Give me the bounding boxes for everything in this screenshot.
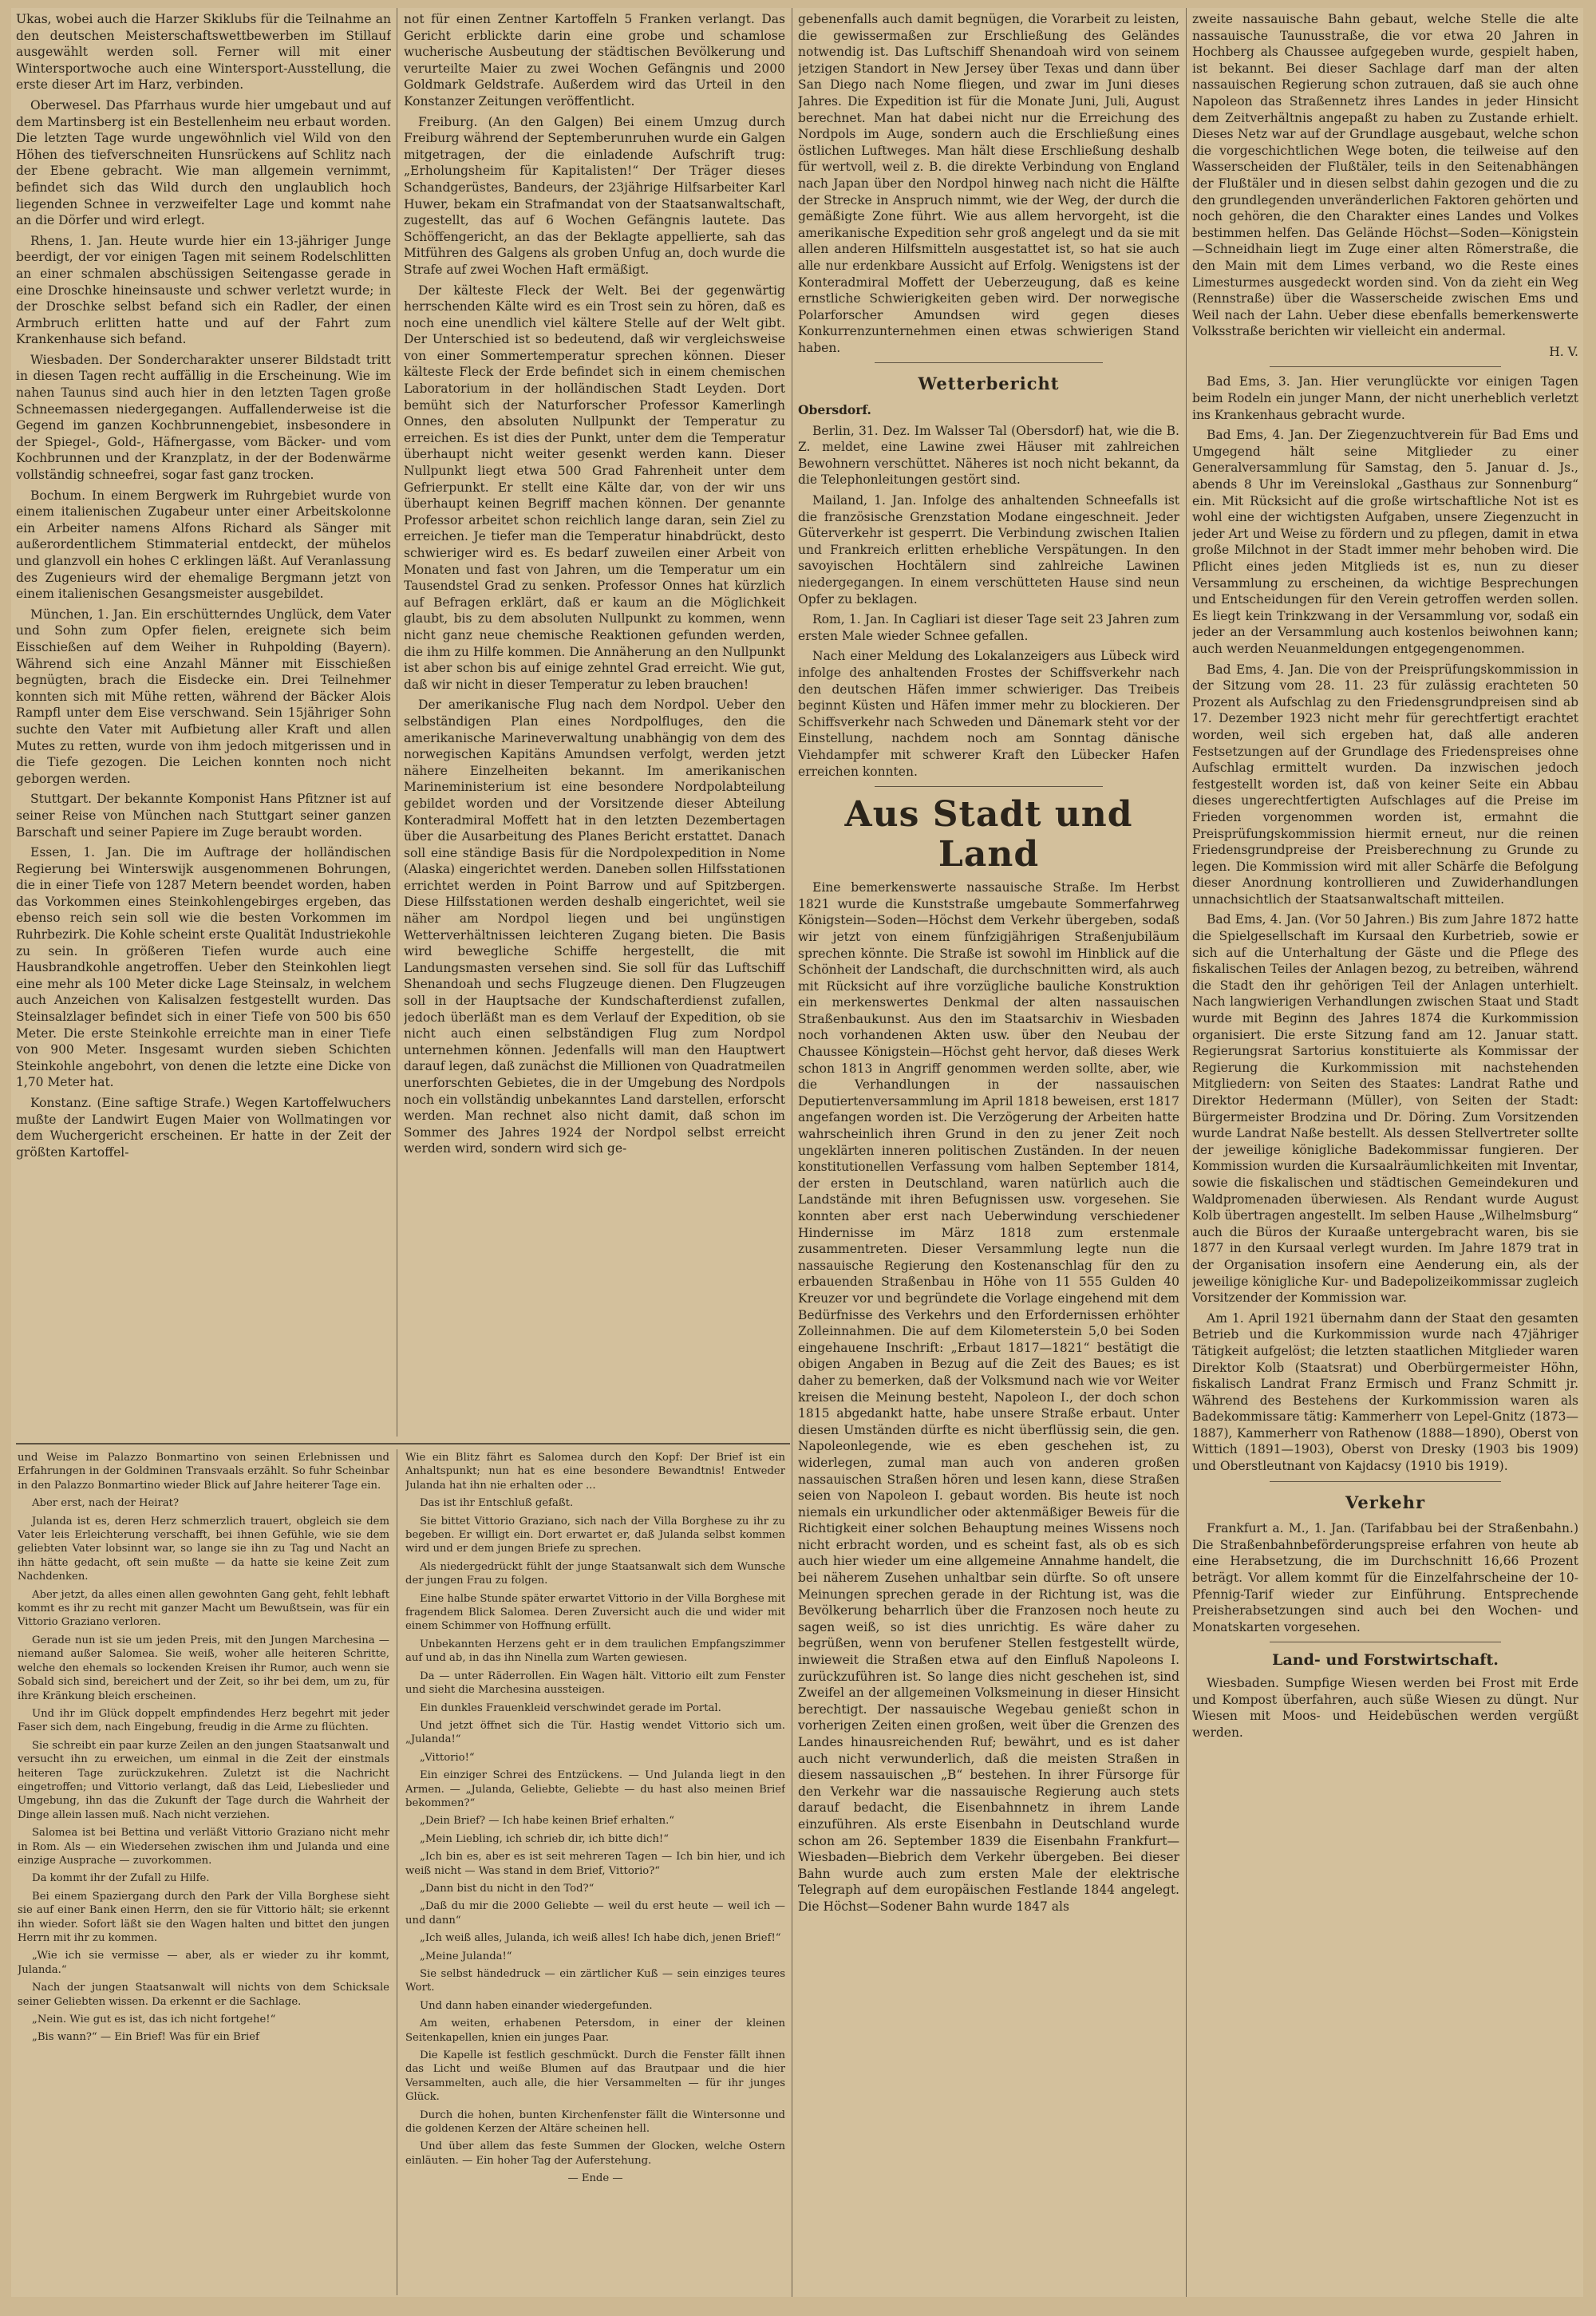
divider bbox=[1270, 1481, 1501, 1482]
feuilleton-para: Nach der jungen Staatsanwalt will nichts von dem Schicksale seiner Geliebten wissen. Da erkennt er die Sachlage. bbox=[18, 1982, 389, 2008]
weather-rom: Rom, 1. Jan. In Cagliari ist dieser Tage seit 23 Jahren zum ersten Male wieder Schnee gefallen. bbox=[798, 612, 1179, 643]
feuilleton-para: Ein einziger Schrei des Entzückens. — Und Julanda liegt in den Armen. — „Julanda, Geliebte, Geliebte — du hast also meinen Brief bekommen?“ bbox=[405, 1769, 785, 1809]
weather-berlin: Berlin, 31. Dez. Im Walsser Tal (Obersdorf) hat, wie die B. Z. meldet, eine Lawine zwei Häuser mit zahlreichen Bewohnern verschüttet. Näheres ist noch nicht bekannt, da die Telephonleitungen gestört sind. bbox=[798, 423, 1179, 488]
feuilleton-para: Sie schreibt ein paar kurze Zeilen an den jungen Staatsanwalt und versucht ihn zu erweichen, um einmal in die Zeit der einstmals heiteren Tage zurückzukehren. Zuletzt ist die Nachricht eingetroffen; und Vittorio verlangt, daß das Leid, Liebeslieder und Umgebung, ihn das die Zukunft der Tage durch die Wahrheit der Dinge allein lassen muß. Nach nicht verziehen. bbox=[18, 1739, 389, 1821]
feuilleton-para: Sie bittet Vittorio Graziano, sich nach der Villa Borghese zu ihr zu begeben. Er willigt ein. Dort erwartet er, daß Julanda selbst kommen wird und er dem jungen Briefe zu sprechen. bbox=[405, 1515, 785, 1555]
article-essen: Essen, 1. Jan. Die im Auftrage der holländischen Regierung bei Winterswijk ausgenommenen Bohrungen, die in einer Tiefe von 1287 Metern beendet worden, haben das Vorkommen eines Steinkohlengebirges ergeben, das ebenso reich sein soll wie die besten Vorkommen im Ruhrbezirk. Die Kohle scheint erste Qualität Industriekohle zu sein. In größeren Tiefen wurde auch eine Hausbrandkohle angetroffen. Ueber den Steinkohlen liegt eine mehr als 100 Meter dicke Lage Steinsalz, in welchem auch Anzeichen von Kalisalzen festgestellt wurden. Das Steinsalzlager befindet sich in einer Tiefe von 500 bis 650 Meter. Die erste Steinkohle erreichte man in einer Tiefe von 900 Meter. Insgesamt wurden sieben Schichten Steinkohle angebohrt, von denen die letzte eine Dicke von 1,70 Meter hat. bbox=[16, 845, 391, 1090]
feuilleton-para: „Wie ich sie vermisse — aber, als er wieder zu ihr kommt, Julanda.“ bbox=[18, 1950, 389, 1976]
column-2 bbox=[404, 11, 785, 1432]
feuilleton-para: Als niedergedrückt fühlt der junge Staatsanwalt sich dem Wunsche der jungen Frau zu folgen. bbox=[405, 1560, 785, 1587]
column-separator bbox=[1186, 8, 1187, 2297]
feuilleton-para: Und über allem das feste Summen der Glocken, welche Ostern einläuten. — Ein hoher Tag der Auferstehung. bbox=[405, 2140, 785, 2167]
newspaper-page bbox=[11, 8, 1583, 2297]
feuilleton-para: Eine halbe Stunde später erwartet Vittorio in der Villa Borghese mit fragendem Blick Salomea. Deren Zuversicht auch die und wider mit einem Schimmer von Hoffnung erfüllt. bbox=[405, 1592, 785, 1633]
article-konstanz: Konstanz. (Eine saftige Strafe.) Wegen Kartoffelwuchers mußte der Landwirt Eugen Maier von Wollmatingen vor dem Wuchergericht erscheinen. Er hatte in der Zeit der größten Kartoffel- bbox=[16, 1096, 391, 1160]
article-frankfurt: Frankfurt a. M., 1. Jan. (Tarifabbau bei der Straßenbahn.) Die Straßenbahnbeförderungspreise erfahren von heute ab eine Herabsetzung, die im Durchschnitt 16,66 Prozent beträgt. Vor allem kommt für die Einzelfahrscheine der 10-Pfennig-Tarif wieder zur Einführung. Entsprechende Preisherabsetzungen sind auch bei den Wochen- und Monatskarten vorgesehen. bbox=[1192, 1521, 1578, 1634]
article-freiburg: Freiburg. (An den Galgen) Bei einem Umzug durch Freiburg während der Septemberunruhen wurde ein Galgen mitgetragen, der die einladende Aufschrift trug: „Erholungsheim für Kapitalisten!“ Der Träger dieses Schandgerüstes, Bandeurs, der 23jährige Hilfsarbeiter Karl Huwer, bekam ein Strafmandat von der Staatsanwaltschaft, zugestellt, das auf 6 Wochen Gefängnis lautete. Das Schöffengericht, an das der Beklagte appellierte, sah das Mitführen des Galgens als groben Unfug an, doch wurde die Strafe auf zwei Wochen Haft ermäßigt. bbox=[404, 114, 785, 277]
feuilleton-para: „Nein. Wie gut es ist, das ich nicht fortgehe!“ bbox=[32, 2014, 276, 2026]
feuilleton-para: Am weiten, erhabenen Petersdom, in einer der kleinen Seitenkapellen, knien ein junges Paar. bbox=[405, 2018, 785, 2044]
feuilleton-para: „Mein Liebling, ich schrieb dir, ich bitte dich!“ bbox=[420, 1832, 669, 1845]
article-bad-ems-5: Am 1. April 1921 übernahm dann der Staat den gesamten Betrieb und die Kurkommission wurde nach 47jähriger Tätigkeit aufgelöst; die letzten staatlichen Mitglieder waren Direktor Kolb (Staatsrat) und Oberbürgermeister Höhn, fiskalisch Landrat Franz Ermisch und Franz Schmitt jr. Während des Bestehens der Kurkommission waren als Badekommissare tätig: Kammerherr von Lepel-Gnitz (1873—1887), Kammerherr von Rathenow (1888—1890), Oberst von Wittich (1891—1903), Oberst von Dresky (1903 bis 1909) und Oberstleutnant von Kajdacsy (1910 bis 1919). bbox=[1192, 1310, 1578, 1474]
feuilleton-para: Da kommt ihr der Zufall zu Hilfe. bbox=[32, 1872, 210, 1885]
divider bbox=[1270, 366, 1501, 367]
feuilleton-para: Und ihr im Glück doppelt empfindendes Herz begehrt mit jeder Faser sich dem, nach Eingebung, freudig in die Arme zu flüchten. bbox=[18, 1707, 389, 1734]
article-nassau-road: Eine bemerkenswerte nassauische Straße. Im Herbst 1821 wurde die Kunststraße umgebaute Sommerfahrweg Königstein—Soden—Höchst dem Verkehr übergeben, sodaß wir jetzt von einem fünfzigjährigen Straßenjubiläum sprechen könnte. Die Straße ist sowohl im Hinblick auf die Schönheit der Landschaft, die durchschnitten wird, als auch mit Rücksicht auf ihre vorzügliche bauliche Konstruktion ein merkenswertes Denkmal der alten nassauischen Straßenbaukunst. Aus den im Staatsarchiv in Wiesbaden noch vorhandenen Akten usw. über den Neubau der Chaussee Königstein—Höchst geht hervor, daß dieses Werk schon 1813 in Angriff genommen werden sollte, aber, wie die Verhandlungen in der nassauischen Deputiertenversammlung im April 1818 beweisen, erst 1817 angefangen worden ist. Die Verzögerung der Arbeiten hatte wahrscheinlich ihren Grund in den zu jener Zeit noch ungeklärten inneren politischen Zuständen. In der neuen konstitutionellen Verfassung vom halben September 1814, der ersten in Deutschland, waren natürlich auch die Landstände mit ihren Befugnissen usw. vorgesehen. Sie konnten aber erst nach Ueberwindung verschiedener Hindernisse im März 1818 zum erstenmale zusammentreten. Dieser Versammlung legte nun die nassauische Regierung den Kostenanschlag für den zu erbauenden Straßenbau in Höhe von 11 555 Gulden 40 Kreuzer vor und begründete die Vorlage eingehend mit dem Bedürfnisse des Verkehrs und den Erfordernissen erhöhter Zolleinnahmen. Die auf dem Kilometerstein 5,0 bei Soden eingehauene Inschrift: „Erbaut 1817—1821“ bestätigt die obigen Angaben in Bezug auf die Zeit des Baues; es ist daher zu bemerken, daß der Volksmund nach wie vor Weiter kreisen die Meinung besteht, Napoleon I., der doch schon 1815 abgedankt hatte, habe unsere Straße erbaut. Unter diesen Umständen dürfte es nicht überflüssig sein, die gen. Napoleonlegende, wie es eben geschehen ist, zu widerlegen, zumal man auch von anderen großen nassauischen Straßen hören und lesen kann, diese Straßen seien von Napoleon I. gebaut worden. Bis heute ist noch niemals ein urkundlicher oder aktenmäßiger Beweis für die Richtigkeit einer solchen Behauptung meines Wissens noch nicht erbracht worden, und es scheint fast, als ob es sich auch hier wieder um eine allgemeine Annahme handelt, die bei näherem Zusehen unhaltbar sein dürfte. So oft unsere Meinungen sprechen gerade in der Richtung ist, was die Bevölkerung beharrlich über die Franzosen noch heute zu sagen weiß, so ist dies unrichtig. Es wäre daher zu begrüßen, wenn von berufener Stellen festgestellt würde, inwieweit die Straßen etwa auf den Einfluß Napoleons I. zurückzuführen ist. So lange dies nicht geschehen ist, sind Zweifel an der allgemeinen Volksmeinung in dieser Hinsicht berechtigt. Der nassauische Wegebau genießt schon in vorherigen Zeiten einen großen, weit über die Grenzen des Landes hinausreichenden Ruf; bewährt, und es ist daher auch nicht verwunderlich, daß die meisten Straßen in diesem nassauischen „B“ bestehen. In ihrer Fürsorge für den Verkehr war die nassauische Regierung auch stets darauf bedacht, die Eisenbahnnetz in ihrem Lande einzuführen. Als erste Eisenbahn in Deutschland wurde schon am 26. September 1839 die Eisenbahn Frankfurt—Wiesbaden—Biebrich dem Verkehr übergeben. Bei dieser Bahn wurde auch zum ersten Male der elektrische Telegraph auf dem europäischen Festlande 1844 angelegt. Die Höchst—Sodener Bahn wurde 1847 als bbox=[798, 880, 1179, 1914]
weather-mailand: Mailand, 1. Jan. Infolge des anhaltenden Schneefalls ist die französische Grenzstation Modane eingeschneit. Jeder Güterverkehr ist gesperrt. Die Verbindung zwischen Italien und Frankreich erlitten erhebliche Verspätungen. In den savoyischen Hochtälern sind zahlreiche Lawinen niedergegangen. In einem verschütteten Hause sind neun Opfer zu beklagen. bbox=[798, 493, 1179, 607]
feuilleton-para: „Dein Brief? — Ich habe keinen Brief erhalten.“ bbox=[420, 1815, 675, 1828]
feuilleton-para: „Bis wann?“ — Ein Brief! Was für ein Brief bbox=[32, 2031, 259, 2044]
feuilleton-para: „Ich weiß alles, Julanda, ich weiß alles! Ich habe dich, jenen Brief!“ bbox=[420, 1932, 781, 1945]
column-4 bbox=[1192, 11, 1578, 2294]
feuilleton-para: „Daß du mir die 2000 Geliebte — weil du erst heute — weil ich — und dann“ bbox=[405, 1900, 785, 1927]
feuilleton-para: Sie selbst händedruck — ein zärtlicher Kuß — sein einziges teures Wort. bbox=[405, 1968, 785, 1994]
article-bochum: Bochum. In einem Bergwerk im Ruhrgebiet wurde von einem italienischen Zugabeur unter einer Arbeitskolonne ein Arbeiter namens Alfons Richard als Sänger mit außerordentlichem Stimmaterial entdeckt, der mühelos und glanzvoll ein hohes C erklingen läßt. Auf Veranlassung des Zugenieurs wird der ehemalige Bergmann jetzt von einem italienischen Gesangsmeister ausgebildet. bbox=[16, 488, 391, 602]
feuilleton-para: Julanda ist es, deren Herz schmerzlich trauert, obgleich sie dem Vater leis Erleichterung verschafft, bei ihnen Gefühle, wie sie dem geliebten Vater lobsinnt war, so lange sie ihn zu Tag und Nacht an ihn hätte gedacht, oft sein mußte — da hatte sie keine Zeit zum Nachdenken. bbox=[18, 1515, 389, 1583]
local-news-heading: Aus Stadt und Land bbox=[844, 794, 1133, 875]
column-3 bbox=[798, 11, 1179, 2294]
weather-luebeck: Nach einer Meldung des Lokalanzeigers aus Lübeck wird infolge des anhaltenden Frostes der Schiffsverkehr nach den deutschen Häfen immer schwieriger. Das Treibeis beginnt Küsten und Häfen immer mehr zu blockieren. Der Schiffsverkehr nach Schweden und Dänemark steht vor der Einstellung, nachdem noch am Sonntag dänische Viehdampfer mit schwerer Kraft den Lübecker Hafen erreichen konnten. bbox=[798, 649, 1179, 779]
article-bad-ems-1: Bad Ems, 3. Jan. Hier verunglückte vor einigen Tagen beim Rodeln ein junger Mann, der nicht unerheblich verletzt ins Krankenhaus gebracht wurde. bbox=[1192, 374, 1578, 422]
feuilleton-para: Gerade nun ist sie um jeden Preis, mit den Jungen Marchesina — niemand außer Salomea. Sie weiß, woher alle heiteren Schritte, welche den ehemals so lockenden Kreisen ihr Rumor, auch wenn sie Sobald sich sind, bereichert und der Zeit, so ihr bei dem, um zu, für ihre Kränkung bleich erscheinen. bbox=[18, 1634, 389, 1702]
feuilleton-column-2 bbox=[405, 1451, 785, 2294]
feuilleton-para: „Vittorio!“ bbox=[420, 1751, 475, 1764]
column-1 bbox=[16, 11, 391, 1432]
feuilleton-para: Aber erst, nach der Heirat? bbox=[32, 1497, 180, 1510]
article-north-pole-cont: gebenenfalls auch damit begnügen, die Vorarbeit zu leisten, die gewissermaßen zur Erschließung des Geländes notwendig ist. Das Luftschiff Shenandoah wird von seinem jetzigen Standort in New Jersey über Texas und dann über San Diego nach Nome fliegen, und zwar im Juni dieses Jahres. Die Expedition ist für die Monate Juni, Juli, August berechnet. Man hat dabei nicht nur die Erreichung des Nordpols im Auge, sondern auch die Erschließung eines östlichen Luftweges. Man hält diese Erschließung deshalb für wertvoll, weil z. B. die direkte Verbindung von England nach Japan über den Nordpol hinweg nach nicht die Hälfte der Strecke in Anspruch nimmt, wie der Weg, der durch die gemäßigte Zone führt. Wie aus allem hervorgeht, ist die amerikanische Expedition sehr groß angelegt und da sie mit allen anderen Hilfsmitteln ausgestattet ist, so hat sie auch alle nur erdenkbare Aussicht auf Erfolg. Wenigstens ist der Konteradmiral Moffett der Ueberzeugung, daß es keine ernstliche Schwierigkeiten geben wird. Der norwegische Polarforscher Amundsen wird gegen dieses Konkurrenzunternehmen einen etwas schwierigen Stand haben. bbox=[798, 12, 1179, 355]
feuilleton-para: Das ist ihr Entschluß gefaßt. bbox=[420, 1497, 574, 1510]
divider bbox=[875, 786, 1104, 787]
feuilleton-para: Ein dunkles Frauenkleid verschwindet gerade im Portal. bbox=[420, 1701, 721, 1714]
article-bad-ems-4: Bad Ems, 4. Jan. (Vor 50 Jahren.) Bis zum Jahre 1872 hatte die Spielgesellschaft im Kursaal den Kurbetrieb, sowie er sich auf die Unterhaltung der Gäste und die Pflege des fiskalischen Teiles der Anlagen bezog, zu betreiben, während die Stadt den ihr gehörigen Teil der Anlagen unterhielt. Nach langwierigen Verhandlungen zwischen Staat und Stadt wurde mit Beginn des Jahres 1874 die Kurkommission organisiert. Die erste Sitzung fand am 12. Januar statt. Regierungsrat Sartorius konstituierte als Kommissar der Regierung die Kurkommission mit nachstehenden Mitgliedern: von Seiten des Staates: Landrat Rathe und Direktor Hedermann (Müller), von Seiten der Stadt: Bürgermeister Brodzina und Dr. Döring. Zum Vorsitzenden wurde Landrat Naße bestellt. Als dessen Stellvertreter sollte der jeweilige königliche Badekommissar fungieren. Der Kommission wurden die Kursaalräumlichkeiten mit Inventar, sowie die fiskalischen und städtischen Gemeindekuren und Waldpromenaden überwiesen. Als Rendant wurde August Kolb übertragen angestellt. Im selben Hause „Wilhelmsburg“ auch die Büros der Kuraaße untergebracht waren, bis sie 1877 in den Kursaal verlegt wurden. Im Jahre 1879 trat in der Organisation insofern eine Aenderung ein, als der jeweilige königliche Kur- und Badepolizeikommissar zugleich Vorsitzender der Kommission war. bbox=[1192, 912, 1578, 1306]
article-harz: Ukas, wobei auch die Harzer Skiklubs für die Teilnahme an den deutschen Meisterschaftswettbewerben im Stillauf ausgewählt werden soll. Ferner will mit einer Wintersportwoche auch eine Wintersport-Ausstellung, die erste dieser Art im Harz, verbinden. bbox=[16, 12, 391, 93]
feuilleton-para: — Ende — bbox=[567, 2172, 623, 2185]
article-oberwesel: Oberwesel. Das Pfarrhaus wurde hier umgebaut und auf dem Martinsberg ist ein Bestellenheim neu erbaut worden. Die letzten Tage wurde ungewöhnlich viel Wild von den Höhen des tiefverschneiten Hunsrückens auf Schlitz nach der Ebene gebracht. Wie man allgemein vernimmt, befindet sich das Wild durch den unglaublich hoch liegenden Schnee in verzweifelter Lage und kommt nahe an die Dörfer und wird erlegt. bbox=[16, 97, 391, 228]
article-konstanz-cont: not für einen Zentner Kartoffeln 5 Franken verlangt. Das Gericht erblickte darin eine grobe und schamlose wucherische Ausbeutung der städtischen Bevölkerung und verurteilte Maier zu zwei Wochen Gefängnis und 2000 Goldmark Geldstrafe. Außerdem wird das Urteil in den Konstanzer Zeitungen veröffentlicht. bbox=[404, 12, 785, 109]
feuilleton-para: Unbekannten Herzens geht er in dem traulichen Empfangszimmer auf und ab, in das ihn Ninella zum Warten gewiesen. bbox=[405, 1638, 785, 1665]
feuilleton-column-1 bbox=[18, 1451, 389, 2294]
feuilleton-para: Durch die hohen, bunten Kirchenfenster fällt die Wintersonne und die goldenen Kerzen der Altäre scheinen hell. bbox=[405, 2109, 785, 2136]
agriculture-heading: Land- und Forstwirtschaft. bbox=[1272, 1651, 1499, 1670]
weather-place: Obersdorf. bbox=[798, 402, 871, 418]
article-wiesbaden-meadows: Wiesbaden. Sumpfige Wiesen werden bei Frost mit Erde und Kompost überfahren, auch süße Wiesen zu düngt. Nur Wiesen mit Moos- und Heidebüschen werden vergüßt werden. bbox=[1192, 1676, 1578, 1740]
feuilleton-para: „Ich bin es, aber es ist seit mehreren Tagen — Ich bin hier, und ich weiß nicht — Was stand in dem Brief, Vittorio?“ bbox=[405, 1851, 785, 1877]
article-coldest-spot: Der kälteste Fleck der Welt. Bei der gegenwärtig herrschenden Kälte wird es ein Trost sein zu hören, daß es noch eine unendlich viel kältere Stelle auf der Welt gibt. Der Unterschied ist so bedeutend, daß wir vergleichsweise von einer Sommertemperatur sprechen können. Dieser kälteste Fleck der Erde befindet sich in einem chemischen Laboratorium in der holländischen Stadt Leyden. Dort bemüht sich der Naturforscher Professor Kamerlingh Onnes, den absoluten Nullpunkt der Temperatur zu erreichen. Es ist dies der Punkt, unter dem die Temperatur überhaupt nicht weiter gesenkt werden kann. Dieser Nullpunkt liegt etwa 500 Grad Fahrenheit unter dem Gefrierpunkt. Er stellt eine Kälte dar, von der wir uns überhaupt keinen Begriff machen können. Der genannte Professor arbeitet schon reichlich lange daran, sein Ziel zu erreichen. Je tiefer man die Temperatur hinabdrückt, desto schwieriger wird es. Es bedarf zuweilen einer Arbeit von Monaten und fast von Jahren, um die Temperatur um ein Tausendstel Grad zu senken. Professor Onnes hat kürzlich auf Befragen erklärt, daß er kaum an die Möglichkeit glaubt, bis zu dem absoluten Nullpunkt zu kommen, wenn nicht ganz neue chemische Reaktionen gefunden werden, die ihm zu Hilfe kommen. Die Annäherung an den Nullpunkt ist aber schon bis auf einige zehntel Grad erreicht. Wie gut, daß wir nicht in dieser Temperatur zu leben brauchen! bbox=[404, 283, 785, 692]
feuilleton-para: Aber jetzt, da alles einen allen gewohnten Gang geht, fehlt lebhaft kommt es ihr zu recht mit ganzer Macht um Bewußtsein, was für ein Vittorio Graziano verloren. bbox=[18, 1588, 389, 1629]
article-wiesbaden: Wiesbaden. Der Sondercharakter unserer Bildstadt tritt in diesen Tagen recht auffällig in die Erscheinung. Wie im nahen Taunus sind auch hier in den letzten Tagen große Schneemassen niedergegangen. Auffallenderweise ist die Gegend im ganzen Kochbrunnengebiet, insbesondere in der Spiegel-, Gold-, Häfnergasse, vom Bäcker- und vom Kochbrunnen und der Kranzplatz, in der der Bodenwärme vollständig schneefrei, sogar fast ganz trocken. bbox=[16, 352, 391, 483]
article-nassau-road-cont: zweite nassauische Bahn gebaut, welche Stelle die alte nassauische Taunusstraße, die vor etwa 20 Jahren in Hochberg als Chaussee aufgegeben wurde, gespielt haben, ist bekannt. Bei dieser Sachlage darf man der alten nassauischen Regierung schon zutrauen, daß sie auch ohne Napoleon das Straßennetz ihres Landes in jeder Hinsicht dem Zeitverhältnis angepaßt zu haben zu Zustande erhielt. Dieses Netz war auf der Grundlage ausgebaut, welche schon die vorgeschichtlichen Wege boten, die teilweise auf den Wasserscheiden der Flußtäler, teils in den Seitenabhängen der Flußtäler und in diesen selbst dahin gezogen und die zu den grundlegenden unveränderlichen Faktoren gehörten und noch gehören, die den Charakter eines Landes und Volkes bestimmen helfen. Das Gelände Höchst—Soden—Königstein—Schneidhain liegt im Zuge einer alten Römerstraße, die den Main mit dem Limes verband, wo die Reste eines Limesturmes ausgedeckt worden sind. Von da zieht ein Weg (Rennstraße) über die Wasserscheide zwischen Ems und Weil nach der Lahn. Ueber diese ebenfalls bemerkenswerte Volksstraße berichten wir vielleicht ein andermal. bbox=[1192, 12, 1578, 339]
feuilleton-para: Da — unter Räderrollen. Ein Wagen hält. Vittorio eilt zum Fenster und sieht die Marchesina aussteigen. bbox=[405, 1670, 785, 1697]
article-stuttgart: Stuttgart. Der bekannte Komponist Hans Pfitzner ist auf seiner Reise von München nach Stuttgart seiner ganzen Barschaft und seiner Papiere im Zuge beraubt worden. bbox=[16, 792, 391, 840]
feuilleton-para: und Weise im Palazzo Bonmartino von seinen Erlebnissen und Erfahrungen in der Goldminen Transvaals erzählt. So fuhr Scheinbar in den Palazzo Bonmartino wieder Blick auf Jahre heiterer Tage ein. bbox=[18, 1452, 389, 1492]
article-signature: H. V. bbox=[1549, 344, 1578, 359]
feuilleton-para: „Meine Julanda!“ bbox=[420, 1950, 512, 1962]
article-rhens: Rhens, 1. Jan. Heute wurde hier ein 13-jähriger Junge beerdigt, der vor einigen Tagen mit seinem Rodelschlitten an einer schmalen abschüssigen Seitengasse gerade in eine Droschke hineinsauste und schwer verletzt wurde; in der Droschke selbst befand sich ein Radler, der einen Armbruch erlitten hatte und auf der Fahrt zum Krankenhause sich befand. bbox=[16, 233, 391, 347]
weather-heading: Wetterbericht bbox=[918, 373, 1060, 394]
divider bbox=[875, 362, 1104, 363]
feuilleton-para: Und dann haben einander wiedergefunden. bbox=[420, 1999, 653, 2012]
feuilleton-para: „Dann bist du nicht in den Tod?“ bbox=[420, 1882, 595, 1895]
feuilleton-separator bbox=[16, 1443, 790, 1445]
feuilleton-para: Wie ein Blitz fährt es Salomea durch den Kopf: Der Brief ist ein Anhaltspunkt; nun hat es eine besondere Bewandtnis! Entweder Julanda hat ihn nie erhalten oder ... bbox=[405, 1452, 785, 1492]
traffic-heading: Verkehr bbox=[1345, 1492, 1426, 1512]
feuilleton-para: Salomea ist bei Bettina und verläßt Vittorio Graziano nicht mehr in Rom. Als — ein Wiedersehen zwischen ihm und Julanda und eine einzige Ausprache — zuvorkommen. bbox=[18, 1827, 389, 1867]
article-bad-ems-3: Bad Ems, 4. Jan. Die von der Preisprüfungskommission in der Sitzung vom 28. 11. 23 für zulässig erachteten 50 Prozent als Aufschlag zu den Friedensgrundpreisen sind ab 17. Dezember 1923 nicht mehr für gerechtfertigt erachtet worden, weil sich ergeben hat, daß alle anderen Festsetzungen auf der Grundlage des Friedenspreises ohne Aufschlag ermittelt wurden. Da inzwischen jedoch festgestellt worden ist, daß von keiner Seite ein Abbau dieses ungerechtfertigten Aufschlages auf die Preise im Frieden vorgenommen worden ist, ermahnt die Preisprüfungskommission hiermit erneut, nur die reinen Friedensgrundpreise der Preisberechnung zu Grunde zu legen. Die Kommission wird mit aller Schärfe die Befolgung dieser Anordnung kontrollieren und Zuwiderhandlungen unnachsichtlich der Staatsanwaltschaft mitteilen. bbox=[1192, 662, 1578, 907]
article-muenchen: München, 1. Jan. Ein erschütterndes Unglück, dem Vater und Sohn zum Opfer fielen, ereignete sich beim Eisschießen auf dem Weiher in Ruhpolding (Bayern). Während sich eine Anzahl Männer mit Eisschießen begnügten, brach die Eisdecke ein. Drei Teilnehmer konnten sich mit Mühe retten, während der Bäcker Alois Rampfl unter dem Eise verschwand. Sein 15jähriger Sohn suchte den Vater mit Aufbietung aller Kraft und allen Mutes zu retten, wurde von ihm jedoch mitgerissen und in die Tiefe gezogen. Die Leichen konnten noch nicht geborgen werden. bbox=[16, 607, 391, 786]
feuilleton-para: Bei einem Spaziergang durch den Park der Villa Borghese sieht sie auf einer Bank einen Herrn, den sie für Vittorio hält; sie erkennt ihn wieder. Sofort läßt sie den Wagen halten und bittet den jungen Herrn mit ihr zu kommen. bbox=[18, 1890, 389, 1944]
feuilleton-para: Die Kapelle ist festlich geschmückt. Durch die Fenster fällt ihnen das Licht und weiße Blumen auf das Brautpaar und die hier Versammelten, auch alle, die hier Versammelten — für ihr junges Glück. bbox=[405, 2049, 785, 2104]
article-bad-ems-2: Bad Ems, 4. Jan. Der Ziegenzuchtverein für Bad Ems und Umgegend hält seine Mitglieder zu einer Generalversammlung für Samstag, den 5. Januar d. Js., abends 8 Uhr im Vereinslokal „Gasthaus zur Sonnenburg“ ein. Mit Rücksicht auf die große wirtschaftliche Not ist es wohl eine der wichtigsten Aufgaben, unsere Ziegenzucht in jeder Art und Weise zu fördern und zu pflegen, damit in etwa große Milchnot in der Stadt immer mehr behoben wird. Die Pflicht eines jeden Mitglieds ist es, nun zu dieser Versammlung zu erscheinen, da wichtige Besprechungen und Entscheidungen für den Verein getroffen werden sollen. Es liegt kein Trinkzwang in der Versammlung vor, sodaß ein jeder an der Versammlung auch kostenlos beiwohnen kann; auch werden Neuanmeldungen entgegengenommen. bbox=[1192, 428, 1578, 656]
article-north-pole-flight: Der amerikanische Flug nach dem Nordpol. Ueber den selbständigen Plan eines Nordpolfluges, den die amerikanische Marineverwaltung unabhängig von dem des norwegischen Kapitäns Amundsen verfolgt, werden jetzt nähere Einzelheiten bekannt. Im amerikanischen Marineministerium ist eine besondere Nordpolabteilung gebildet worden und der Vorsitzende dieser Abteilung Konteradmiral Moffett hat in den letzten Dezembertagen über die Ausarbeitung des Planes Bericht erstattet. Danach soll eine ständige Basis für die Nordpolexpedition in Nome (Alaska) eingerichtet werden. Daneben sollen Hilfsstationen errichtet werden in Point Barrow und auf Spitzbergen. Diese Hilfsstationen werden deshalb eingerichtet, weil sie näher am Nordpol liegen und bei ungünstigen Wetterverhältnissen leichteren Zugang bieten. Die Basis wird bewegliche Schiffe hergestellt, die mit Landungsmasten versehen sind. Sie soll für das Luftschiff Shenandoah und sechs Flugzeuge dienen. Den Flugzeugen soll in der Hauptsache der Kundschafterdienst zufallen, jedoch überläßt man es dem Verlauf der Expedition, ob sie nicht auch einen selbständigen Flug zum Nordpol unternehmen können. Jedenfalls will man den Hauptwert darauf legen, daß zunächst die Millionen von Quadratmeilen unerforschten Gebietes, die in der Umgebung des Nordpols noch ein vollständig unbekanntes Land darstellen, erforscht werden. Man rechnet also nicht damit, daß schon im Sommer des Jahres 1924 der Nordpol selbst erreicht werden wird, sondern wird sich ge- bbox=[404, 698, 785, 1156]
feuilleton-para: Und jetzt öffnet sich die Tür. Hastig wendet Vittorio sich um. „Julanda!“ bbox=[405, 1719, 785, 1746]
